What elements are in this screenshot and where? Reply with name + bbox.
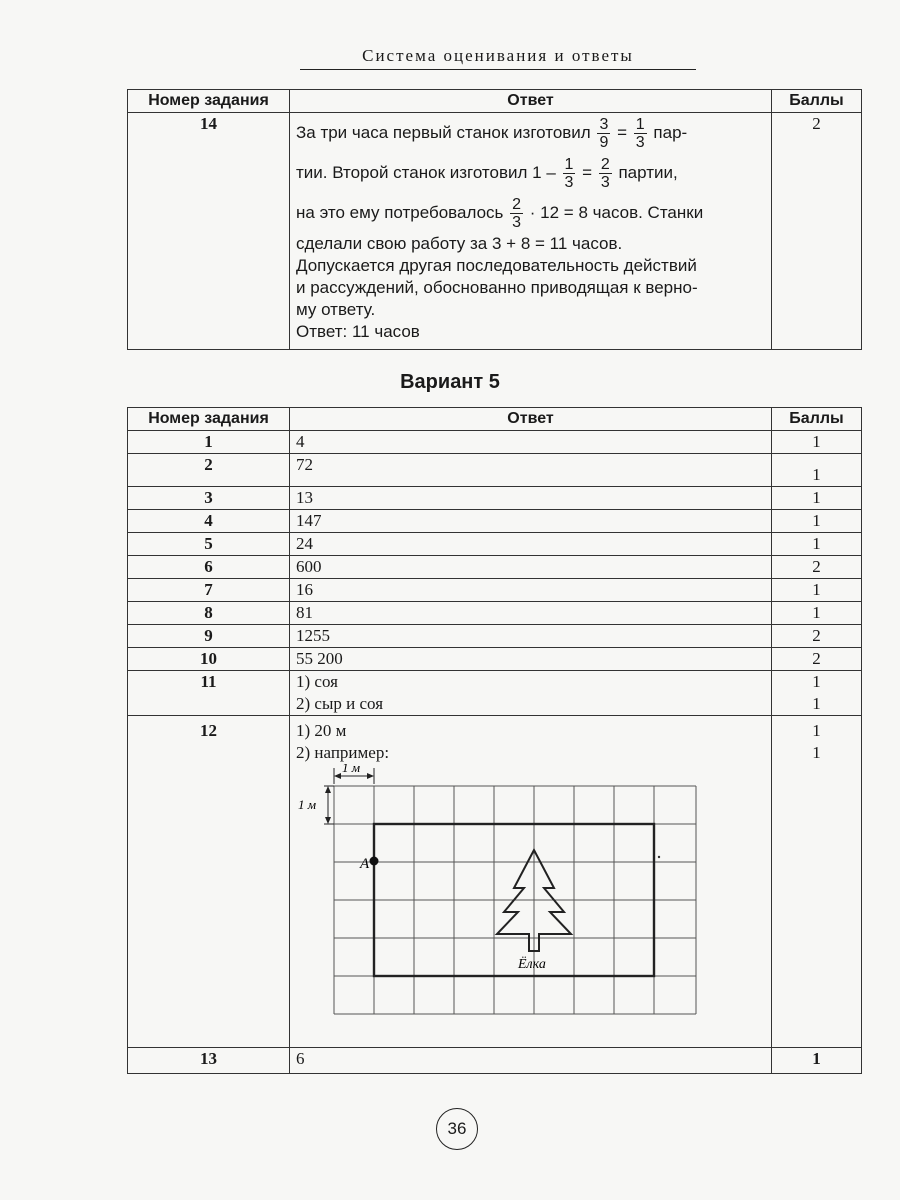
task14-line-8: Ответ: 11 часов (296, 322, 420, 341)
task14-line-1: За три часа первый станок изготовил $\frac{3}{9}$ = $\frac{1}{3}$ пар- (296, 116, 688, 152)
fraction: $\frac{1}{3}$ (635, 116, 645, 152)
header-task: Номер задания (128, 408, 290, 431)
running-title-rule (300, 69, 696, 70)
running-title: Система оценивания и ответы (362, 46, 634, 65)
table-row (128, 113, 862, 350)
fraction: $\frac{2}{3}$ (600, 156, 610, 192)
task-number: 14 (128, 113, 290, 350)
table-row: 9 1255 2 (128, 625, 862, 648)
table-row: 5 24 1 (128, 533, 862, 556)
table-row: 13 6 1 (128, 1048, 862, 1074)
task12-answer: 1) 20 м 2) например: A Ёлка 1 м 1 м (290, 716, 772, 1048)
point-a-label: A (360, 856, 370, 872)
point-a (370, 857, 379, 866)
header-points: Баллы (772, 408, 862, 431)
header-row (128, 90, 862, 113)
task11-answer: 1) соя 2) сыр и соя (290, 671, 772, 716)
table-row: 6 600 2 (128, 556, 862, 579)
table-row: 2 72 1 (128, 454, 862, 487)
scale-y (324, 786, 334, 824)
header-task: Номер задания (128, 90, 290, 113)
task14-line-3: на это ему потребовалось $\frac{2}{3}$ · 12 = 8 часов. Станки (296, 196, 704, 232)
table-row: 3 13 1 (128, 487, 862, 510)
variant-title: Вариант 5 (400, 371, 500, 393)
task14-line-4: сделали свою работу за 3 + 8 = 11 часов. (296, 234, 623, 253)
table-row: 10 55 200 2 (128, 648, 862, 671)
table-row: 1 4 1 (128, 431, 862, 454)
table-row: 8 81 1 (128, 602, 862, 625)
task-points: 2 (772, 113, 862, 350)
fraction: $\frac{3}{9}$ (599, 116, 609, 152)
fraction: $\frac{2}{3}$ (512, 196, 522, 232)
header-answer: Ответ (290, 90, 772, 113)
fraction: $\frac{1}{3}$ (564, 156, 574, 192)
variant5-table (127, 407, 862, 1074)
task14-line-7: му ответу. (296, 300, 376, 319)
table-row: 7 16 1 (128, 579, 862, 602)
page-number: 36 (436, 1108, 478, 1150)
table-row: 11 1) соя 2) сыр и соя 1 1 (128, 671, 862, 716)
plot-plan-figure (296, 764, 706, 1026)
table-row: 4 147 1 (128, 510, 862, 533)
task14-answer (290, 113, 772, 350)
tree-label: Ёлка (518, 957, 546, 972)
task14-line-2: тии. Второй станок изготовил 1 – $\frac{1}{3}$ = $\frac{2}{3}$ партии, (296, 156, 678, 192)
table-row: 12 1) 20 м 2) например: A Ёлка 1 м 1 м 1 1 (128, 716, 862, 1048)
task14-table (127, 89, 862, 350)
task14-line-5: Допускается другая последовательность действий (296, 256, 697, 275)
task14-line-6: и рассуждений, обоснованно приводящая к верно- (296, 278, 698, 297)
header-points: Баллы (772, 90, 862, 113)
scale-y-label: 1 м (298, 797, 317, 812)
header-row (128, 408, 862, 431)
scale-x-label: 1 м (342, 764, 361, 775)
header-answer: Ответ (290, 408, 772, 431)
